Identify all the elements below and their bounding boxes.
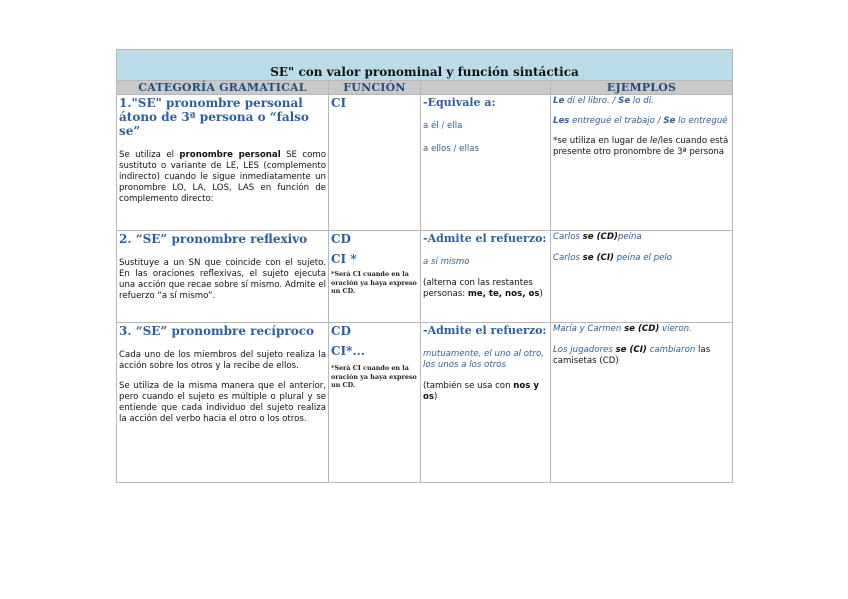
equivalence-cell: [421, 95, 551, 231]
grammar-table: [116, 49, 732, 483]
category-cell: [117, 323, 329, 483]
function-note: *Será CI cuando en la oración ya haya expreso un CD.: [331, 270, 417, 295]
header-categoria: CATEGORÍA GRAMATICAL: [117, 81, 329, 95]
equivalence-title: -Admite el refuerzo:: [423, 232, 547, 245]
function-note: *Será CI cuando en la oración ya haya expreso un CD.: [331, 364, 417, 389]
table-title: SE" con valor pronominal y función sintáctica: [117, 50, 733, 81]
function-second: CI*...: [331, 344, 365, 358]
function-second: CI *: [331, 252, 357, 266]
example-line: Le di el libro. / Se lo di.: [553, 96, 654, 106]
category-title: 1."SE" pronombre personal átono de 3ª persona o “falso se”: [119, 96, 309, 138]
header-funcion: FUNCIÓN: [329, 81, 421, 95]
equivalence-item: mutuamente, el uno al otro, los unos a los otros: [423, 349, 544, 370]
header-ejemplos: EJEMPLOS: [551, 81, 733, 95]
function-cell: [329, 231, 421, 323]
category-cell: [117, 95, 329, 231]
example-line: Les entregué el trabajo / Se lo entregué: [553, 116, 728, 126]
function-cell: [329, 95, 421, 231]
function-main: CD: [331, 324, 351, 338]
equivalence-item: a sí mismo: [423, 257, 470, 267]
example-line: María y Carmen se (CD) vieron.: [553, 324, 692, 334]
equivalence-cell: [421, 323, 551, 483]
examples-cell: [551, 231, 733, 323]
example-line: Carlos se (CI) peina el pelo: [553, 253, 673, 263]
equivalence-cell: [421, 231, 551, 323]
category-text: Sustituye a un SN que coincide con el sujeto. En las oraciones reflexivas, el sujeto ejecuta una acción que recae sobre sí mismo. Admite el refuerzo “a sí mismo”.: [119, 258, 326, 301]
table-row: [117, 231, 733, 323]
equivalence-item: (también se usa con nos y os): [423, 381, 539, 402]
header-blank: [421, 81, 551, 95]
table-row: [117, 323, 733, 483]
category-title: 3. “SE” pronombre recíproco: [119, 324, 315, 338]
equivalence-title: -Admite el refuerzo:: [423, 324, 547, 337]
equivalence-item: a él / ella: [423, 121, 463, 131]
function-cell: [329, 323, 421, 483]
examples-cell: [551, 323, 733, 483]
table-row: [117, 95, 733, 231]
function-main: CD: [331, 232, 351, 246]
equivalence-item: (alterna con las restantes personas: me, te, nos, os): [423, 278, 543, 299]
example-line: Carlos se (CD)peina: [553, 232, 642, 242]
category-text: Se utiliza el pronombre personal SE como sustituto o variante de LE, LES (complemento indirecto) cuando le sigue inmediatamente un pronombre LO, LA, LOS, LAS en función de complemento directo:: [119, 150, 326, 204]
category-cell: [117, 231, 329, 323]
category-text: Cada uno de los miembros del sujeto realiza la acción sobre los otros y la recibe de ellos. Se utiliza de la misma manera que el anterior, pero cuando el sujeto es múltiple o plural y se entiende que cada individuo del sujeto realiza la acción del verbo hacia el otro o los otros.: [119, 350, 326, 424]
equivalence-item: a ellos / ellas: [423, 144, 479, 154]
example-line: Los jugadores se (CI) cambiaron las camisetas (CD): [553, 345, 711, 366]
function-main: CI: [331, 96, 347, 110]
example-note: *se utiliza en lugar de le/les cuando está presente otro pronombre de 3ª persona: [553, 136, 729, 157]
category-title: 2. “SE” pronombre reflexivo: [119, 232, 308, 246]
equivalence-title: -Equivale a:: [423, 96, 496, 109]
examples-cell: [551, 95, 733, 231]
